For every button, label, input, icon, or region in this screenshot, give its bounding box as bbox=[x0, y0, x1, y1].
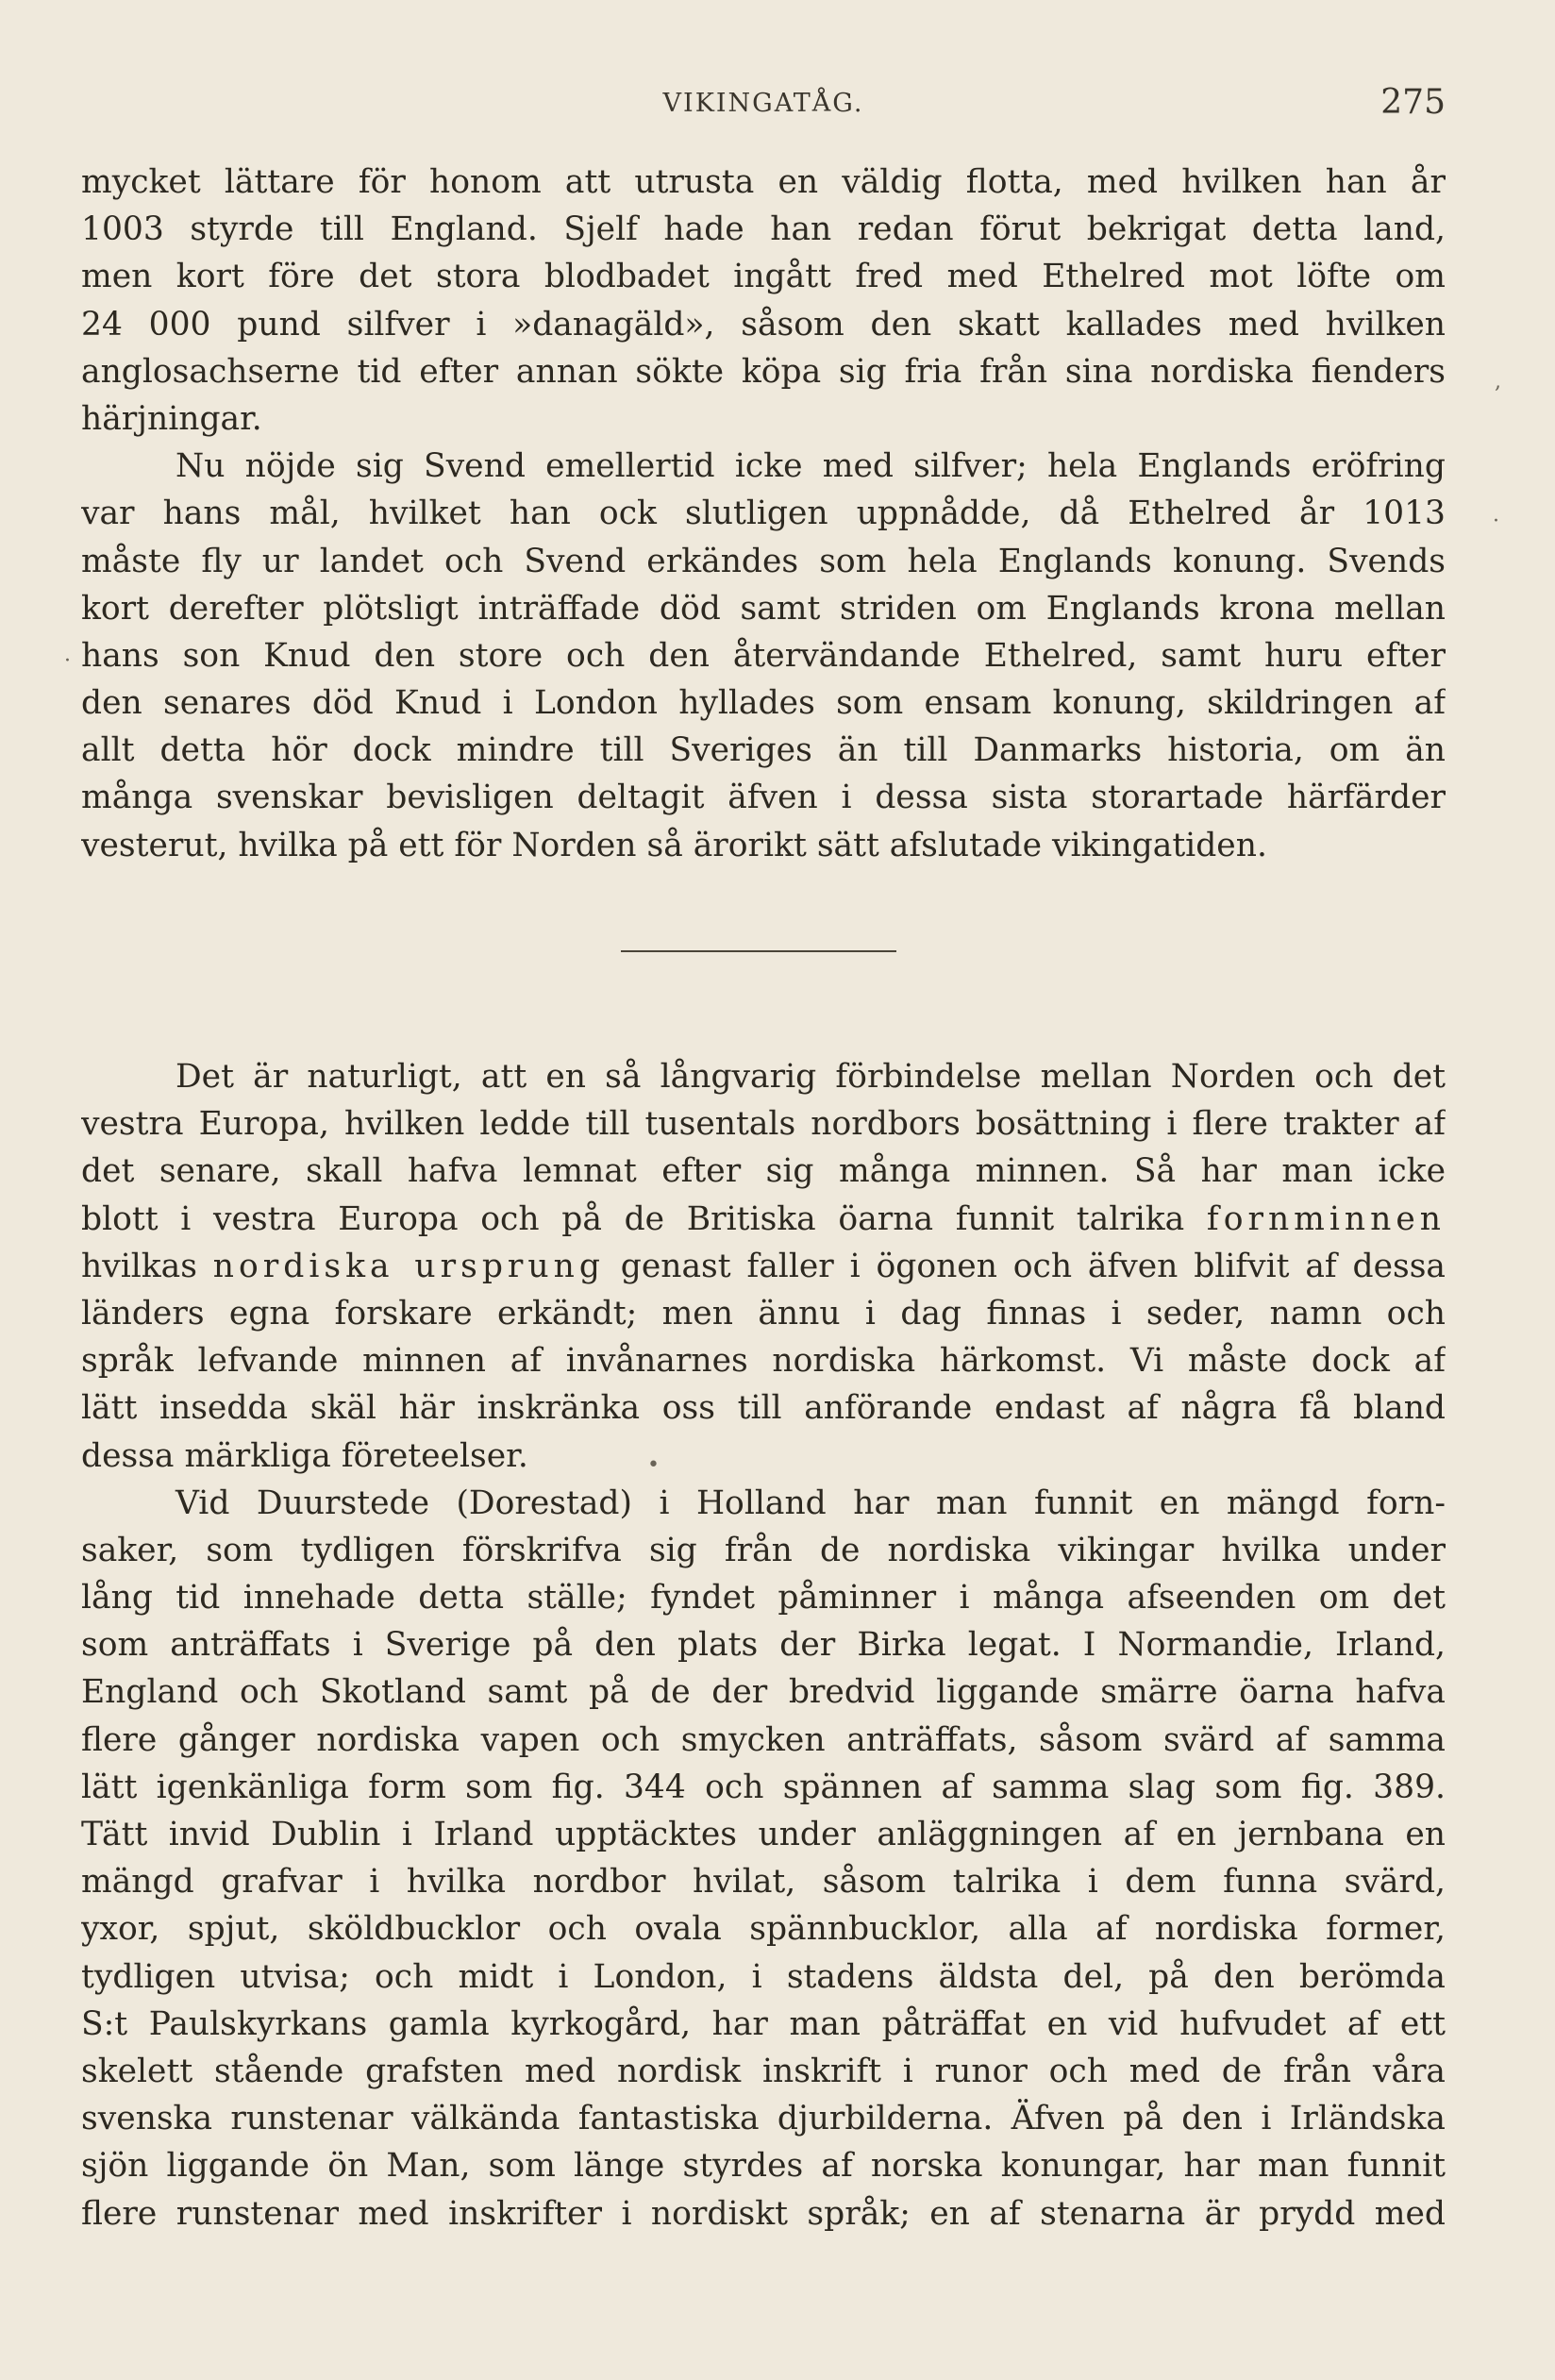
text-line: 1003 styrde till England. Sjelf hade han redan förut bekrigat detta land, bbox=[81, 210, 1446, 249]
text-line: var hans mål, hvilket han ock slutligen uppnådde, då Ethelred år 1013 bbox=[81, 494, 1446, 533]
text-line: lätt insedda skäl här inskränka oss till anförande endast af några få bland bbox=[81, 1389, 1446, 1428]
text-line bbox=[81, 1196, 1446, 1243]
text-line: Det är naturligt, att en så långvarig förbindelse mellan Norden och det bbox=[176, 1058, 1446, 1096]
text-line: lätt igenkänliga form som fig. 344 och spännen af samma slag som fig. 389. bbox=[81, 1768, 1446, 1806]
text-line: länders egna forskare erkändt; men ännu i dag finnas i seder, namn och bbox=[81, 1294, 1446, 1332]
text-line: Nu nöjde sig Svend emellertid icke med silfver; hela Englands eröfring bbox=[176, 447, 1446, 486]
spaced-term: fornminnen bbox=[1206, 1199, 1446, 1238]
text-line: vestra Europa, hvilken ledde till tusentals nordbors bosättning i flere trakter af bbox=[81, 1105, 1446, 1144]
margin-speck: · bbox=[64, 649, 71, 673]
page-header bbox=[81, 79, 1446, 126]
text-line: den senares död Knud i London hyllades som ensam konung, skildringen af bbox=[81, 684, 1446, 723]
margin-speck: , bbox=[1495, 370, 1501, 394]
text-line: som anträffats i Sverige på den plats der Birka legat. I Normandie, Irland, bbox=[81, 1626, 1446, 1665]
text-line: Tätt invid Dublin i Irland upptäcktes under anläggningen af en jernbana en bbox=[81, 1816, 1446, 1853]
text-line: svenska runstenar välkända fantastiska djurbilderna. Äfven på den i Irländska bbox=[81, 2100, 1446, 2138]
text-line: härjningar. bbox=[81, 399, 262, 438]
text-line: 24 000 pund silfver i »danagäld», såsom den skatt kallades med hvilken bbox=[81, 305, 1446, 344]
text-span: genast faller i ögonen och äfven blifvit af dessa bbox=[604, 1247, 1446, 1285]
page-number: 275 bbox=[1380, 83, 1446, 122]
text-line: mängd grafvar i hvilka nordbor hvilat, såsom talrika i dem funna svärd, bbox=[81, 1863, 1446, 1902]
margin-speck: · bbox=[1493, 510, 1499, 533]
text-line: men kort före det stora blodbadet ingått fred med Ethelred mot löfte om bbox=[81, 258, 1446, 296]
text-line: anglosachserne tid efter annan sökte köpa sig fria från sina nordiska fienders bbox=[81, 352, 1446, 391]
text-line: mycket lättare för honom att utrusta en väldig flotta, med hvilken han år bbox=[81, 163, 1446, 201]
text-span: hvilkas bbox=[81, 1247, 213, 1285]
text-line: kort derefter plötsligt inträffade död samt striden om Englands krona mellan bbox=[81, 589, 1446, 628]
text-line: vesterut, hvilka på ett för Norden så ärorikt sätt afslutade vikingatiden. bbox=[81, 826, 1267, 864]
text-line bbox=[81, 1243, 1446, 1290]
text-line: hans son Knud den store och den återvändande Ethelred, samt huru efter bbox=[81, 636, 1446, 675]
text-line: saker, som tydligen förskrifva sig från de nordiska vikingar hvilka under bbox=[81, 1531, 1446, 1569]
text-line: det senare, skall hafva lemnat efter sig många minnen. Så har man icke bbox=[81, 1152, 1446, 1191]
text-line: S:t Paulskyrkans gamla kyrkogård, har man påträffat en vid hufvudet af ett bbox=[81, 2004, 1446, 2043]
margin-speck: • bbox=[647, 1453, 660, 1477]
section-vikingatag bbox=[81, 159, 1446, 869]
text-span: blott i vestra Europa och på de Britiska öarna funnit talrika bbox=[81, 1199, 1207, 1238]
running-head: VIKINGATÅG. bbox=[662, 89, 864, 118]
text-line: skelett stående grafsten med nordisk inskrift i runor och med de från våra bbox=[81, 2052, 1446, 2090]
spaced-term: nordiska ursprung bbox=[212, 1247, 605, 1285]
text-line: lång tid innehade detta ställe; fyndet påminner i många afseenden om det bbox=[81, 1579, 1446, 1617]
text-line: måste fly ur landet och Svend erkändes som hela Englands konung. Svends bbox=[81, 542, 1446, 580]
text-line: flere runstenar med inskrifter i nordiskt språk; en af stenarna är prydd med bbox=[81, 2194, 1446, 2233]
text-line: flere gånger nordiska vapen och smycken anträffats, såsom svärd af samma bbox=[81, 1720, 1446, 1759]
text-line: sjön liggande ön Man, som länge styrdes af norska konungar, har man funnit bbox=[81, 2147, 1446, 2186]
text-line: språk lefvande minnen af invånarnes nordiska härkomst. Vi måste dock af bbox=[81, 1342, 1446, 1381]
section-divider bbox=[621, 950, 896, 952]
text-line: dessa märkliga företeelser. bbox=[81, 1436, 528, 1475]
text-line: Vid Duurstede (Dorestad) i Holland har man funnit en mängd forn- bbox=[176, 1483, 1446, 1522]
text-line: många svenskar bevisligen deltagit äfven i dessa sista storartade härfärder bbox=[81, 779, 1446, 817]
text-line: England och Skotland samt på de der bredvid liggande smärre öarna hafva bbox=[81, 1673, 1446, 1712]
text-line: allt detta hör dock mindre till Sveriges än till Danmarks historia, om än bbox=[81, 731, 1446, 770]
text-line: yxor, spjut, sköldbucklor och ovala spännbucklor, alla af nordiska former, bbox=[81, 1910, 1446, 1949]
text-line: tydligen utvisa; och midt i London, i stadens äldsta del, på den berömda bbox=[81, 1957, 1446, 1996]
section-nordic-remains bbox=[81, 1053, 1446, 2238]
